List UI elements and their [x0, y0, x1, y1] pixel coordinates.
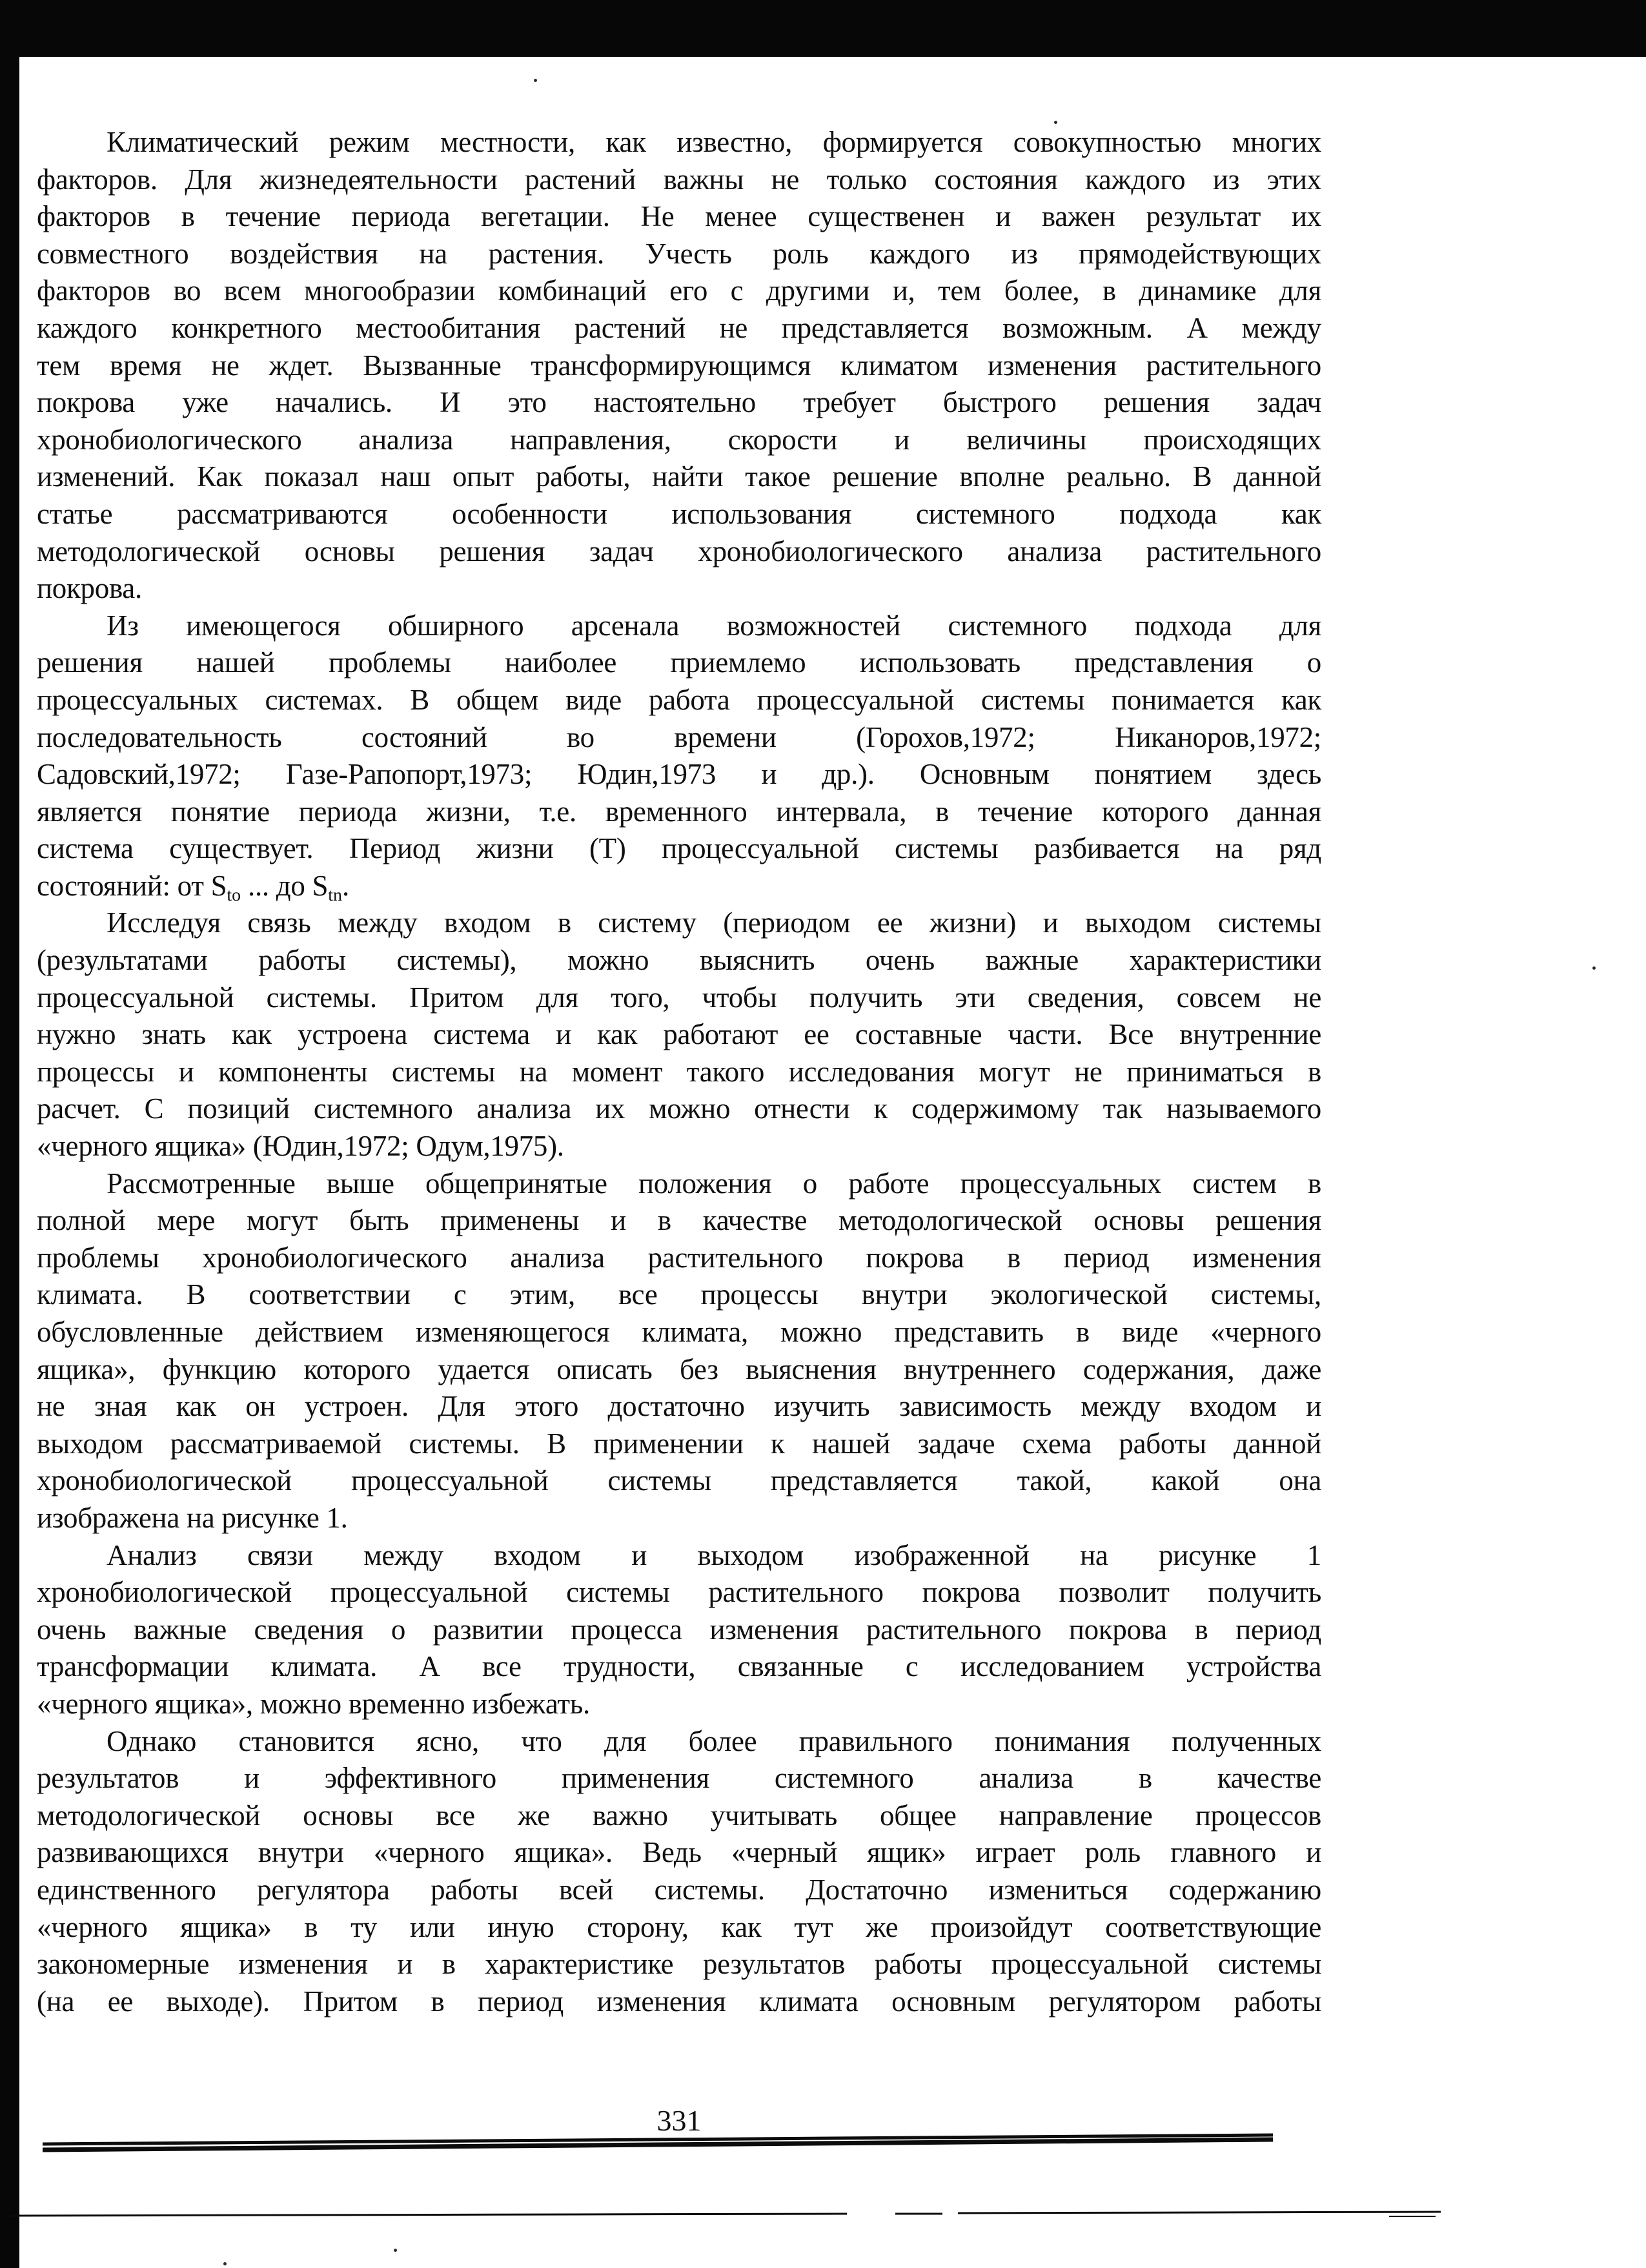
- text-line: закономерные изменения и в характеристике результатов работы процессуальной системы: [37, 1948, 1321, 1981]
- text-line: хронобиологического анализа направления, скорости и величины происходящих: [37, 423, 1321, 456]
- scan-speck: [534, 79, 537, 82]
- page-number: 331: [656, 2104, 702, 2137]
- text-line: Рассмотренные выше общепринятые положения о работе процессуальных систем в: [107, 1167, 1321, 1200]
- text-line: Анализ связи между входом и выходом изображенной на рисунке 1: [107, 1538, 1321, 1571]
- text-line: статье рассматриваются особенности использования системного подхода как: [37, 497, 1321, 530]
- text-line: результатов и эффективного применения системного анализа в качестве: [37, 1762, 1321, 1795]
- text-line: единственного регулятора работы всей системы. Достаточно измениться содержанию: [37, 1873, 1321, 1906]
- text-line: климата. В соответствии с этим, все процессы внутри экологической системы,: [37, 1278, 1321, 1311]
- scan-speck: [394, 2249, 397, 2252]
- text-line: ящика», функцию которого удается описать без выяснения внутреннего содержания, даже: [37, 1353, 1321, 1385]
- text-line: изменений. Как показал наш опыт работы, найти такое решение вполне реально. В данной: [37, 460, 1321, 493]
- text-line: система существует. Период жизни (Т) процессуальной системы разбивается на ряд: [37, 832, 1321, 865]
- text-line: обусловленные действием изменяющегося климата, можно представить в виде «черного: [37, 1316, 1321, 1348]
- text-line: «черного ящика», можно временно избежать.: [37, 1687, 590, 1720]
- text-line: развивающихся внутри «черного ящика». Ведь «черный ящик» играет роль главного и: [37, 1836, 1321, 1869]
- text-line: процессы и компоненты системы на момент такого исследования могут не приниматься в: [37, 1055, 1321, 1088]
- text-line: Однако становится ясно, что для более правильного понимания полученных: [107, 1724, 1321, 1757]
- footer-rule-thick: [37, 2130, 1277, 2156]
- text-line: (результатами работы системы), можно выяснить очень важные характеристики: [37, 944, 1321, 977]
- text-line: совместного воздействия на растения. Учесть роль каждого из прямодействующих: [37, 237, 1321, 270]
- text-line: Исследуя связь между входом в систему (периодом ее жизни) и выходом системы: [107, 906, 1321, 939]
- text-line: процессуальных системах. В общем виде работа процессуальной системы понимается как: [37, 683, 1321, 716]
- text-line: хронобиологической процессуальной системы представляется такой, какой она: [37, 1464, 1321, 1497]
- text-line: «черного ящика» в ту или иную сторону, как тут же произойдут соответствующие: [37, 1910, 1321, 1943]
- text-line: факторов. Для жизнедеятельности растений важны не только состояния каждого из этих: [37, 163, 1321, 196]
- text-line: процессуальной системы. Притом для того, чтобы получить эти сведения, совсем не: [37, 981, 1321, 1014]
- text-line: факторов во всем многообразии комбинаций его с другими и, тем более, в динамике для: [37, 274, 1321, 307]
- text-line: хронобиологической процессуальной системы растительного покрова позволит получить: [37, 1576, 1321, 1609]
- text-line: нужно знать как устроена система и как работают ее составные части. Все внутренние: [37, 1018, 1321, 1051]
- text-line: расчет. С позиций системного анализа их можно отнести к содержимому так называемого: [37, 1092, 1321, 1125]
- text-line: методологической основы решения задач хронобиологического анализа растительного: [37, 535, 1321, 567]
- scan-border-top: [0, 0, 1646, 57]
- text-line: Климатический режим местности, как известно, формируется совокупностью многих: [107, 126, 1321, 158]
- text-line: состояний: от $S_{to}$ ... до $S_{tn}$.: [37, 869, 349, 905]
- text-line: факторов в течение периода вегетации. Не менее существенен и важен результат их: [37, 200, 1321, 233]
- text-line: полной мере могут быть применены и в качестве методологической основы решения: [37, 1204, 1321, 1237]
- text-line: методологической основы все же важно учитывать общее направление процессов: [37, 1799, 1321, 1832]
- text-line: изображена на рисунке 1.: [37, 1501, 348, 1534]
- text-line: каждого конкретного местообитания растений не представляется возможным. А между: [37, 311, 1321, 344]
- text-line: покрова уже начались. И это настоятельно требует быстрого решения задач: [37, 386, 1321, 419]
- text-line: Из имеющегося обширного арсенала возможностей системного подхода для: [107, 609, 1321, 642]
- text-line: выходом рассматриваемой системы. В применении к нашей задаче схема работы данной: [37, 1427, 1321, 1460]
- text-line: проблемы хронобиологического анализа растительного покрова в период изменения: [37, 1241, 1321, 1274]
- text-line: решения нашей проблемы наиболее приемлемо использовать представления о: [37, 646, 1321, 679]
- text-line: последовательность состояний во времени (Горохов,1972; Никаноров,1972;: [37, 720, 1321, 753]
- text-line: Садовский,1972; Газе-Рапопорт,1973; Юдин,1973 и др.). Основным понятием здесь: [37, 758, 1321, 791]
- scan-speck: [1054, 121, 1057, 124]
- scan-border-left: [0, 0, 19, 2268]
- article-text: [37, 124, 1321, 2020]
- text-line: трансформации климата. А все трудности, связанные с исследованием устройства: [37, 1650, 1321, 1683]
- scan-speck: [223, 2262, 227, 2265]
- text-line: «черного ящика» (Юдин,1972; Одум,1975).: [37, 1130, 564, 1163]
- text-line: тем время не ждет. Вызванные трансформирующимся климатом изменения растительного: [37, 349, 1321, 382]
- text-line: (на ее выходе). Притом в период изменения климата основным регулятором работы: [37, 1985, 1321, 2018]
- text-line: является понятие периода жизни, т.е. временного интервала, в течение которого данная: [37, 795, 1321, 828]
- text-line: не зная как он устроен. Для этого достаточно изучить зависимость между входом и: [37, 1390, 1321, 1423]
- text-line: очень важные сведения о развитии процесса изменения растительного покрова в период: [37, 1613, 1321, 1646]
- text-line: покрова.: [37, 572, 142, 605]
- scan-speck: [1592, 966, 1596, 970]
- footer-rule-thin: [8, 2208, 1447, 2221]
